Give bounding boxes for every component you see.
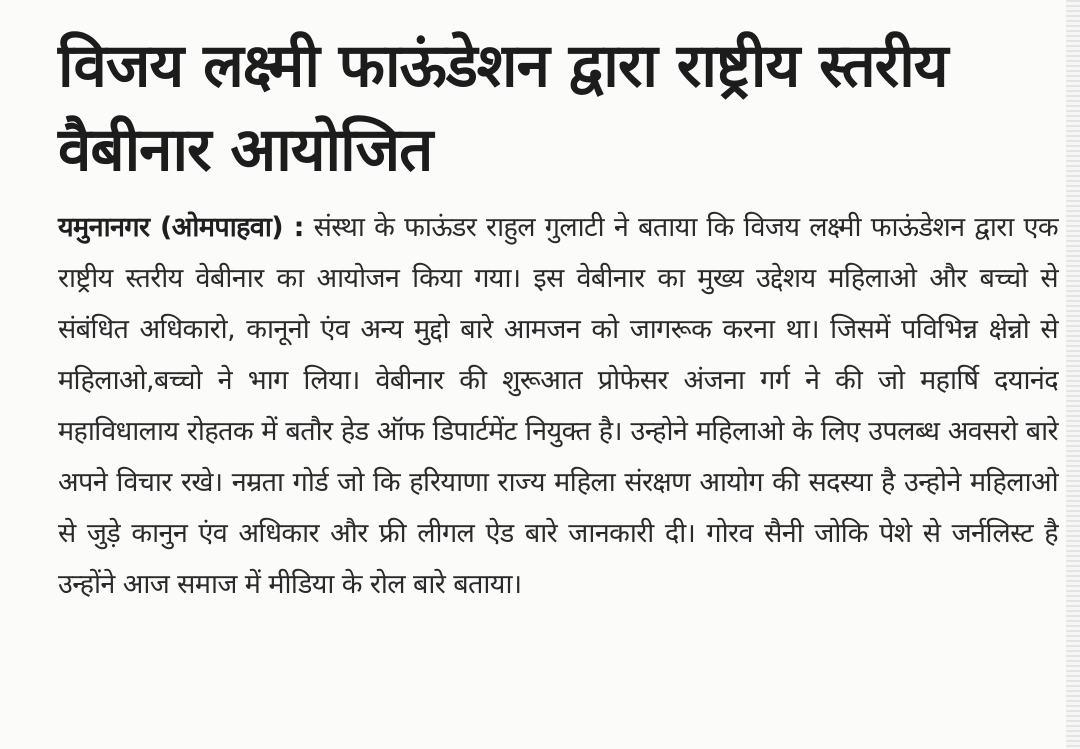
headline: विजय लक्ष्मी फाऊंडेशन द्वारा राष्ट्रीय स्तरीय वैबीनार आयोजित <box>58 31 948 185</box>
article-body-text: संस्था के फाऊंडर राहुल गुलाटी ने बताया कि विजय लक्ष्मी फाऊंडेशन द्वारा एक राष्ट्रीय स्तरीय वेबीनार का आयोजन किया गया। इस वेबीनार का मुख्य उद्देशय महिलाओ और बच्चो से संबंधित अधिकारो, कानूनो एंव अन्य मुद्दो बारे आमजन को जागरूक करना था। जिसमें पविभिन्न क्षेन्नो से महिलाओ,बच्चो ने भाग लिया। वेबीनार की शुरूआत प्रोफेसर अंजना गर्ग ने की जो महार्षि दयानंद महाविधालाय रोहतक में बतौर हेड ऑफ डिपार्टमेंट नियुक्त है। उन्होने महिलाओ के लिए उपलब्ध अवसरो बारे अपने विचार रखे। नम्रता गोर्ड जो कि हरियाणा राज्य महिला संरक्षण आयोग की सदस्या है उन्होने महिलाओ से जुड़े कानुन एंव अधिकार और फ्री लीगल ऐड बारे जानकारी दी। गोरव सैनी जोकि पेशे से जर्नलिस्ट है उन्होंने आज समाज में मीडिया के रोल बारे बताया। <box>58 212 1058 600</box>
article-body <box>58 202 1058 610</box>
dateline: यमुनानगर (ओमपाहवा) : <box>58 212 304 243</box>
page-edge-divider <box>1066 0 1080 749</box>
